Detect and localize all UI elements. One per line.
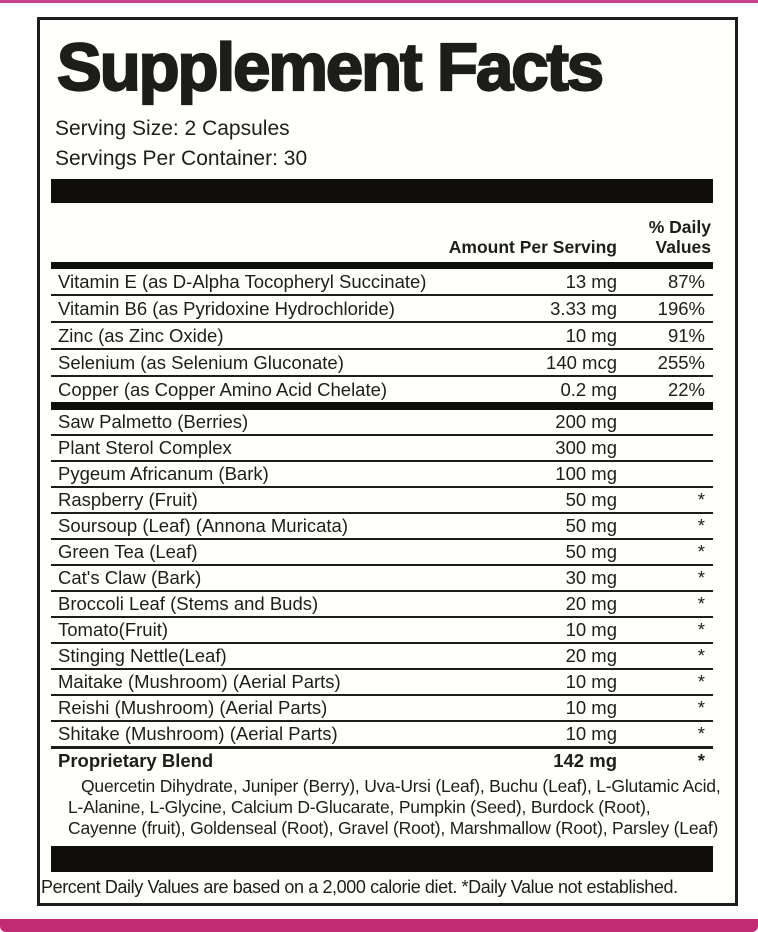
ingredient-amount: 10 mg bbox=[565, 723, 617, 744]
ingredient-amount: 140 mcg bbox=[546, 351, 617, 373]
ingredient-daily-value: * bbox=[697, 489, 705, 510]
table-row bbox=[51, 694, 713, 720]
ingredient-amount: 20 mg bbox=[565, 645, 617, 666]
table-row bbox=[51, 460, 713, 486]
ingredient-name: Raspberry (Fruit) bbox=[58, 489, 198, 510]
ingredient-daily-value: 91% bbox=[667, 324, 705, 346]
ingredient-daily-value: * bbox=[697, 515, 705, 536]
table-row bbox=[51, 616, 713, 642]
table-row bbox=[51, 294, 713, 321]
table-row bbox=[51, 720, 713, 746]
ingredient-daily-value: 196% bbox=[657, 297, 705, 319]
pink-frame-bottom bbox=[0, 919, 758, 932]
supplement-facts-panel bbox=[37, 17, 738, 906]
proprietary-blend-ingredients bbox=[51, 776, 729, 839]
table-row bbox=[51, 410, 713, 434]
header-daily-values-line2: Values bbox=[655, 237, 711, 257]
ingredient-name: Stinging Nettle(Leaf) bbox=[58, 645, 227, 666]
daily-value-footnote: Percent Daily Values are based on a 2,000 calorie diet. *Daily Value not established. bbox=[41, 877, 678, 897]
ingredient-name: Tomato(Fruit) bbox=[58, 619, 168, 640]
table-row bbox=[51, 746, 713, 773]
ingredient-amount: 20 mg bbox=[565, 593, 617, 614]
blend-line: Cayenne (fruit), Goldenseal (Root), Gravel (Root), Marshmallow (Root), Parsley (Leaf) bbox=[68, 818, 719, 838]
ingredient-name: Vitamin E (as D-Alpha Tocopheryl Succinate) bbox=[58, 270, 427, 292]
servings-per-container-text: Servings Per Container: 30 bbox=[55, 147, 308, 170]
ingredient-amount: 13 mg bbox=[565, 270, 617, 292]
blend-line: Quercetin Dihydrate, Juniper (Berry), Uva-Ursi (Leaf), Buchu (Leaf), L-Glutamic Acid, bbox=[81, 776, 721, 796]
ingredient-amount: 30 mg bbox=[565, 567, 617, 588]
ingredient-daily-value: * bbox=[697, 723, 705, 744]
ingredient-daily-value: * bbox=[697, 619, 705, 640]
ingredient-name: Saw Palmetto (Berries) bbox=[58, 411, 249, 432]
vitamins-section bbox=[51, 269, 713, 402]
table-header bbox=[51, 203, 713, 262]
ingredient-daily-value: * bbox=[697, 750, 705, 771]
ingredient-name: Copper (as Copper Amino Acid Chelate) bbox=[58, 378, 388, 400]
ingredient-name: Shitake (Mushroom) (Aerial Parts) bbox=[58, 723, 338, 744]
ingredient-name: Cat's Claw (Bark) bbox=[58, 567, 202, 588]
header-daily-values bbox=[617, 217, 713, 257]
ingredient-name: Zinc (as Zinc Oxide) bbox=[58, 324, 224, 346]
ingredient-name: Soursoup (Leaf) (Annona Muricata) bbox=[58, 515, 348, 536]
ingredient-amount: 50 mg bbox=[565, 489, 617, 510]
header-daily-values-line1: % Daily bbox=[648, 217, 711, 237]
ingredient-daily-value: * bbox=[697, 567, 705, 588]
pink-frame-top bbox=[0, 0, 758, 3]
divider-bar-header bbox=[51, 262, 713, 269]
ingredient-name: Pygeum Africanum (Bark) bbox=[58, 463, 269, 484]
ingredient-daily-value: 22% bbox=[667, 378, 705, 400]
ingredient-amount: 3.33 mg bbox=[550, 297, 617, 319]
ingredient-amount: 100 mg bbox=[555, 463, 617, 484]
ingredient-daily-value: * bbox=[697, 593, 705, 614]
ingredient-name: Selenium (as Selenium Gluconate) bbox=[58, 351, 344, 373]
table-row bbox=[51, 564, 713, 590]
divider-bar-middle bbox=[51, 402, 713, 410]
ingredient-amount: 142 mg bbox=[553, 750, 617, 771]
blend-line: L-Alanine, L-Glycine, Calcium D-Glucarate, Pumpkin (Seed), Burdock (Root), bbox=[68, 797, 651, 817]
page-title: Supplement Facts bbox=[57, 30, 603, 105]
table-row bbox=[51, 434, 713, 460]
table-row bbox=[51, 348, 713, 375]
serving-info bbox=[55, 114, 713, 174]
ingredient-daily-value: * bbox=[697, 541, 705, 562]
ingredient-daily-value: * bbox=[697, 697, 705, 718]
ingredient-amount: 50 mg bbox=[565, 515, 617, 536]
ingredient-name: Maitake (Mushroom) (Aerial Parts) bbox=[58, 671, 341, 692]
ingredient-name: Vitamin B6 (as Pyridoxine Hydrochloride) bbox=[58, 297, 395, 319]
ingredient-amount: 10 mg bbox=[565, 697, 617, 718]
divider-bar-top bbox=[51, 179, 713, 203]
ingredient-amount: 10 mg bbox=[565, 671, 617, 692]
table-row bbox=[51, 269, 713, 294]
ingredient-amount: 10 mg bbox=[565, 324, 617, 346]
table-row bbox=[51, 321, 713, 348]
ingredient-amount: 50 mg bbox=[565, 541, 617, 562]
table-row bbox=[51, 538, 713, 564]
botanicals-section bbox=[51, 410, 713, 773]
ingredient-name: Broccoli Leaf (Stems and Buds) bbox=[58, 593, 319, 614]
ingredient-amount: 200 mg bbox=[555, 411, 617, 432]
ingredient-daily-value: * bbox=[697, 645, 705, 666]
table-row bbox=[51, 486, 713, 512]
ingredient-amount: 10 mg bbox=[565, 619, 617, 640]
table-row bbox=[51, 590, 713, 616]
table-row bbox=[51, 512, 713, 538]
ingredient-daily-value: 87% bbox=[667, 270, 705, 292]
ingredient-amount: 300 mg bbox=[555, 437, 617, 458]
ingredient-name: Reishi (Mushroom) (Aerial Parts) bbox=[58, 697, 328, 718]
table-row bbox=[51, 668, 713, 694]
ingredient-name: Proprietary Blend bbox=[58, 750, 214, 771]
table-row bbox=[51, 642, 713, 668]
ingredient-daily-value: * bbox=[697, 671, 705, 692]
ingredient-daily-value: 255% bbox=[657, 351, 705, 373]
table-row bbox=[51, 375, 713, 402]
ingredient-name: Plant Sterol Complex bbox=[58, 437, 232, 458]
header-amount-per-serving: Amount Per Serving bbox=[448, 237, 617, 257]
ingredient-name: Green Tea (Leaf) bbox=[58, 541, 198, 562]
serving-size-text: Serving Size: 2 Capsules bbox=[55, 117, 290, 140]
ingredient-amount: 0.2 mg bbox=[560, 378, 617, 400]
divider-bar-bottom bbox=[51, 846, 713, 872]
